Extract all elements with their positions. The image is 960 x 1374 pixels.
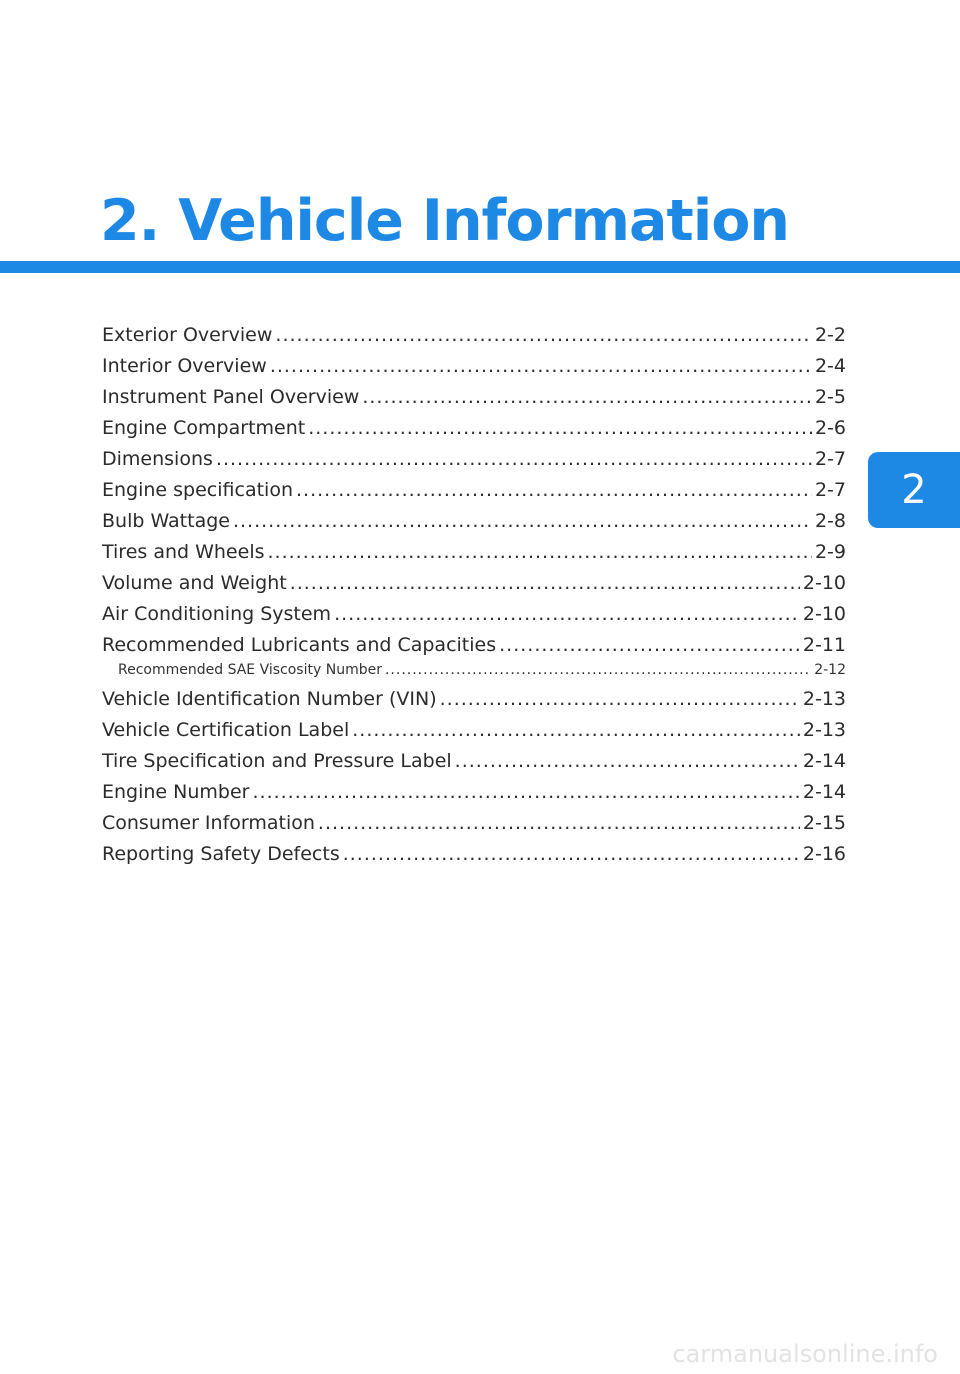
- toc-entry-page: 2-4: [814, 355, 846, 377]
- toc-entry-page: 2-10: [802, 603, 846, 625]
- toc-entry-page: 2-10: [802, 572, 846, 594]
- toc-entry[interactable]: [102, 413, 846, 444]
- toc-entry[interactable]: [102, 839, 846, 870]
- title-divider: [0, 261, 960, 273]
- toc-leader: [343, 839, 800, 870]
- toc-entry-page: 2-8: [814, 510, 846, 532]
- toc-leader: [440, 684, 800, 715]
- toc-entry[interactable]: [102, 444, 846, 475]
- toc-entry-label: Instrument Panel Overview: [102, 386, 360, 408]
- toc-leader: [290, 568, 800, 599]
- toc-entry-page: 2-11: [802, 634, 846, 656]
- toc-entry-label: Engine specification: [102, 479, 293, 501]
- chapter-tab[interactable]: [868, 452, 960, 528]
- toc-leader: [362, 382, 812, 413]
- toc-leader: [318, 808, 800, 839]
- toc-entry-label: Exterior Overview: [102, 324, 273, 346]
- toc-entry[interactable]: [102, 808, 846, 839]
- watermark: carmanualsonline.info: [672, 1340, 938, 1368]
- toc-entry-page: 2-13: [802, 688, 846, 710]
- toc-entry-label: Recommended SAE Viscosity Number: [118, 662, 382, 678]
- toc-entry[interactable]: [102, 382, 846, 413]
- toc-entry-label: Vehicle Certification Label: [102, 719, 350, 741]
- toc-leader: [252, 777, 799, 808]
- toc-entry[interactable]: [102, 777, 846, 808]
- toc-entry-page: 2-12: [814, 662, 846, 678]
- toc-entry-page: 2-9: [814, 541, 846, 563]
- toc-entry-label: Engine Number: [102, 781, 250, 803]
- toc-entry-page: 2-14: [802, 781, 846, 803]
- toc-leader: [385, 661, 811, 679]
- toc-entry[interactable]: [102, 475, 846, 506]
- toc-entry[interactable]: [102, 684, 846, 715]
- toc-subentry[interactable]: [102, 661, 846, 684]
- toc-entry-label: Interior Overview: [102, 355, 267, 377]
- toc-leader: [334, 599, 800, 630]
- toc-entry[interactable]: [102, 320, 846, 351]
- toc-leader: [455, 746, 800, 777]
- toc-entry-label: Bulb Wattage: [102, 510, 230, 532]
- toc-entry-page: 2-14: [802, 750, 846, 772]
- toc-entry-label: Volume and Weight: [102, 572, 287, 594]
- toc-leader: [270, 351, 812, 382]
- toc-entry-label: Vehicle Identification Number (VIN): [102, 688, 437, 710]
- toc-entry[interactable]: [102, 746, 846, 777]
- toc-entry-page: 2-6: [814, 417, 846, 439]
- toc-entry[interactable]: [102, 630, 846, 661]
- toc-leader: [296, 475, 812, 506]
- chapter-tab-number: 2: [901, 467, 927, 513]
- toc-leader: [216, 444, 812, 475]
- toc-entry-label: Dimensions: [102, 448, 213, 470]
- toc-entry-page: 2-2: [814, 324, 846, 346]
- toc-entry-page: 2-16: [802, 843, 846, 865]
- toc-entry-label: Consumer Information: [102, 812, 315, 834]
- toc-entry[interactable]: [102, 599, 846, 630]
- toc-entry-page: 2-5: [814, 386, 846, 408]
- toc-entry-label: Reporting Safety Defects: [102, 843, 340, 865]
- toc-entry[interactable]: [102, 715, 846, 746]
- toc-entry[interactable]: [102, 537, 846, 568]
- toc-leader: [499, 630, 800, 661]
- toc-entry-page: 2-15: [802, 812, 846, 834]
- toc-entry-page: 2-13: [802, 719, 846, 741]
- toc-entry[interactable]: [102, 568, 846, 599]
- toc-leader: [233, 506, 812, 537]
- toc-entry-label: Recommended Lubricants and Capacities: [102, 634, 497, 656]
- toc-entry[interactable]: [102, 506, 846, 537]
- toc-leader: [352, 715, 800, 746]
- table-of-contents: [102, 320, 846, 870]
- toc-entry-label: Engine Compartment: [102, 417, 306, 439]
- toc-entry-page: 2-7: [814, 479, 846, 501]
- toc-entry[interactable]: [102, 351, 846, 382]
- chapter-title: 2. Vehicle Information: [100, 188, 789, 254]
- toc-entry-label: Tire Specification and Pressure Label: [102, 750, 452, 772]
- toc-leader: [308, 413, 812, 444]
- toc-entry-label: Tires and Wheels: [102, 541, 265, 563]
- toc-leader: [275, 320, 812, 351]
- toc-entry-label: Air Conditioning System: [102, 603, 332, 625]
- toc-leader: [268, 537, 812, 568]
- toc-entry-page: 2-7: [814, 448, 846, 470]
